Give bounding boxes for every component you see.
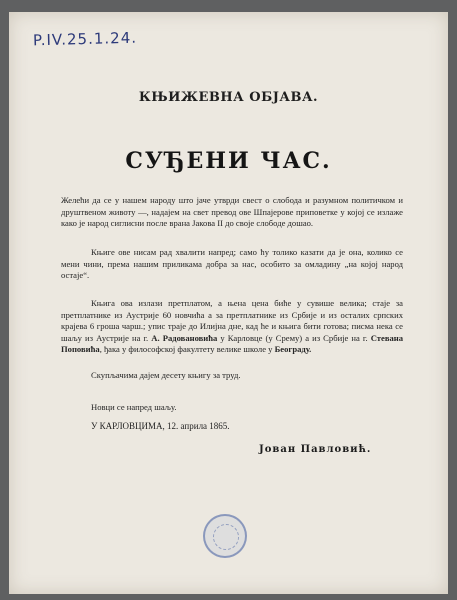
document-title: СУЂЕНИ ЧАС. bbox=[125, 148, 332, 174]
subscription-text-b: у Карловце (у Срему) а из Србије на г. bbox=[220, 332, 368, 343]
paragraph-praise: Књиге ове нисам рад хвалити напред; само ћу толико казати да је она, колико се мени чини, према нашим приликама добра за нас, особито за омладину „на којој народ остаје“. bbox=[61, 247, 403, 281]
document-heading: КЊИЖЕВНА ОБЈАВА. bbox=[138, 90, 319, 105]
library-stamp bbox=[203, 514, 247, 558]
document-sheet bbox=[9, 12, 448, 594]
signature: Јован Павловић. bbox=[259, 444, 372, 455]
library-stamp-inner bbox=[213, 524, 239, 550]
subscription-text-c: , ђака у философској факултету велике школе у bbox=[99, 344, 273, 355]
paragraph-intro: Желећи да се у нашем народу што јаче утврди свест о слобода и разумном политичком и друштвеном животу —, надајем на свет превод ове Шпајерове приповетке у којој се излаже како је народ сиглисни после врана Јакова II до своје слободе дошао. bbox=[61, 195, 403, 229]
agent-name-karlovci: А. Радовановића bbox=[151, 332, 218, 343]
paragraph-collectors: Скупљачима дајем десету књигу за труд. bbox=[91, 370, 241, 380]
subscription-text-a: Књига ова излази претплатом, а њена цена биће у сувише велика; стаје за претплатнике из Аустрије 60 новчића а за претплатнике из Србије и из осталих српских крајева 6 гроша чарш.; упис траје до Илијна дне, кад ће и књига бити готова; писма нека се шаљу из Аустрије на г. bbox=[61, 298, 403, 343]
dateline: У КАРЛОВЦИМА, 12. априла 1865. bbox=[91, 421, 230, 431]
city-belgrade: Београду. bbox=[274, 344, 312, 355]
agent-name-belgrade: Стевана Поповића bbox=[61, 332, 404, 355]
shelfmark-annotation: P.IV.25.1.24. bbox=[32, 28, 138, 50]
paragraph-payment: Новци се напред шаљу. bbox=[91, 402, 177, 412]
paragraph-subscription bbox=[61, 298, 403, 356]
